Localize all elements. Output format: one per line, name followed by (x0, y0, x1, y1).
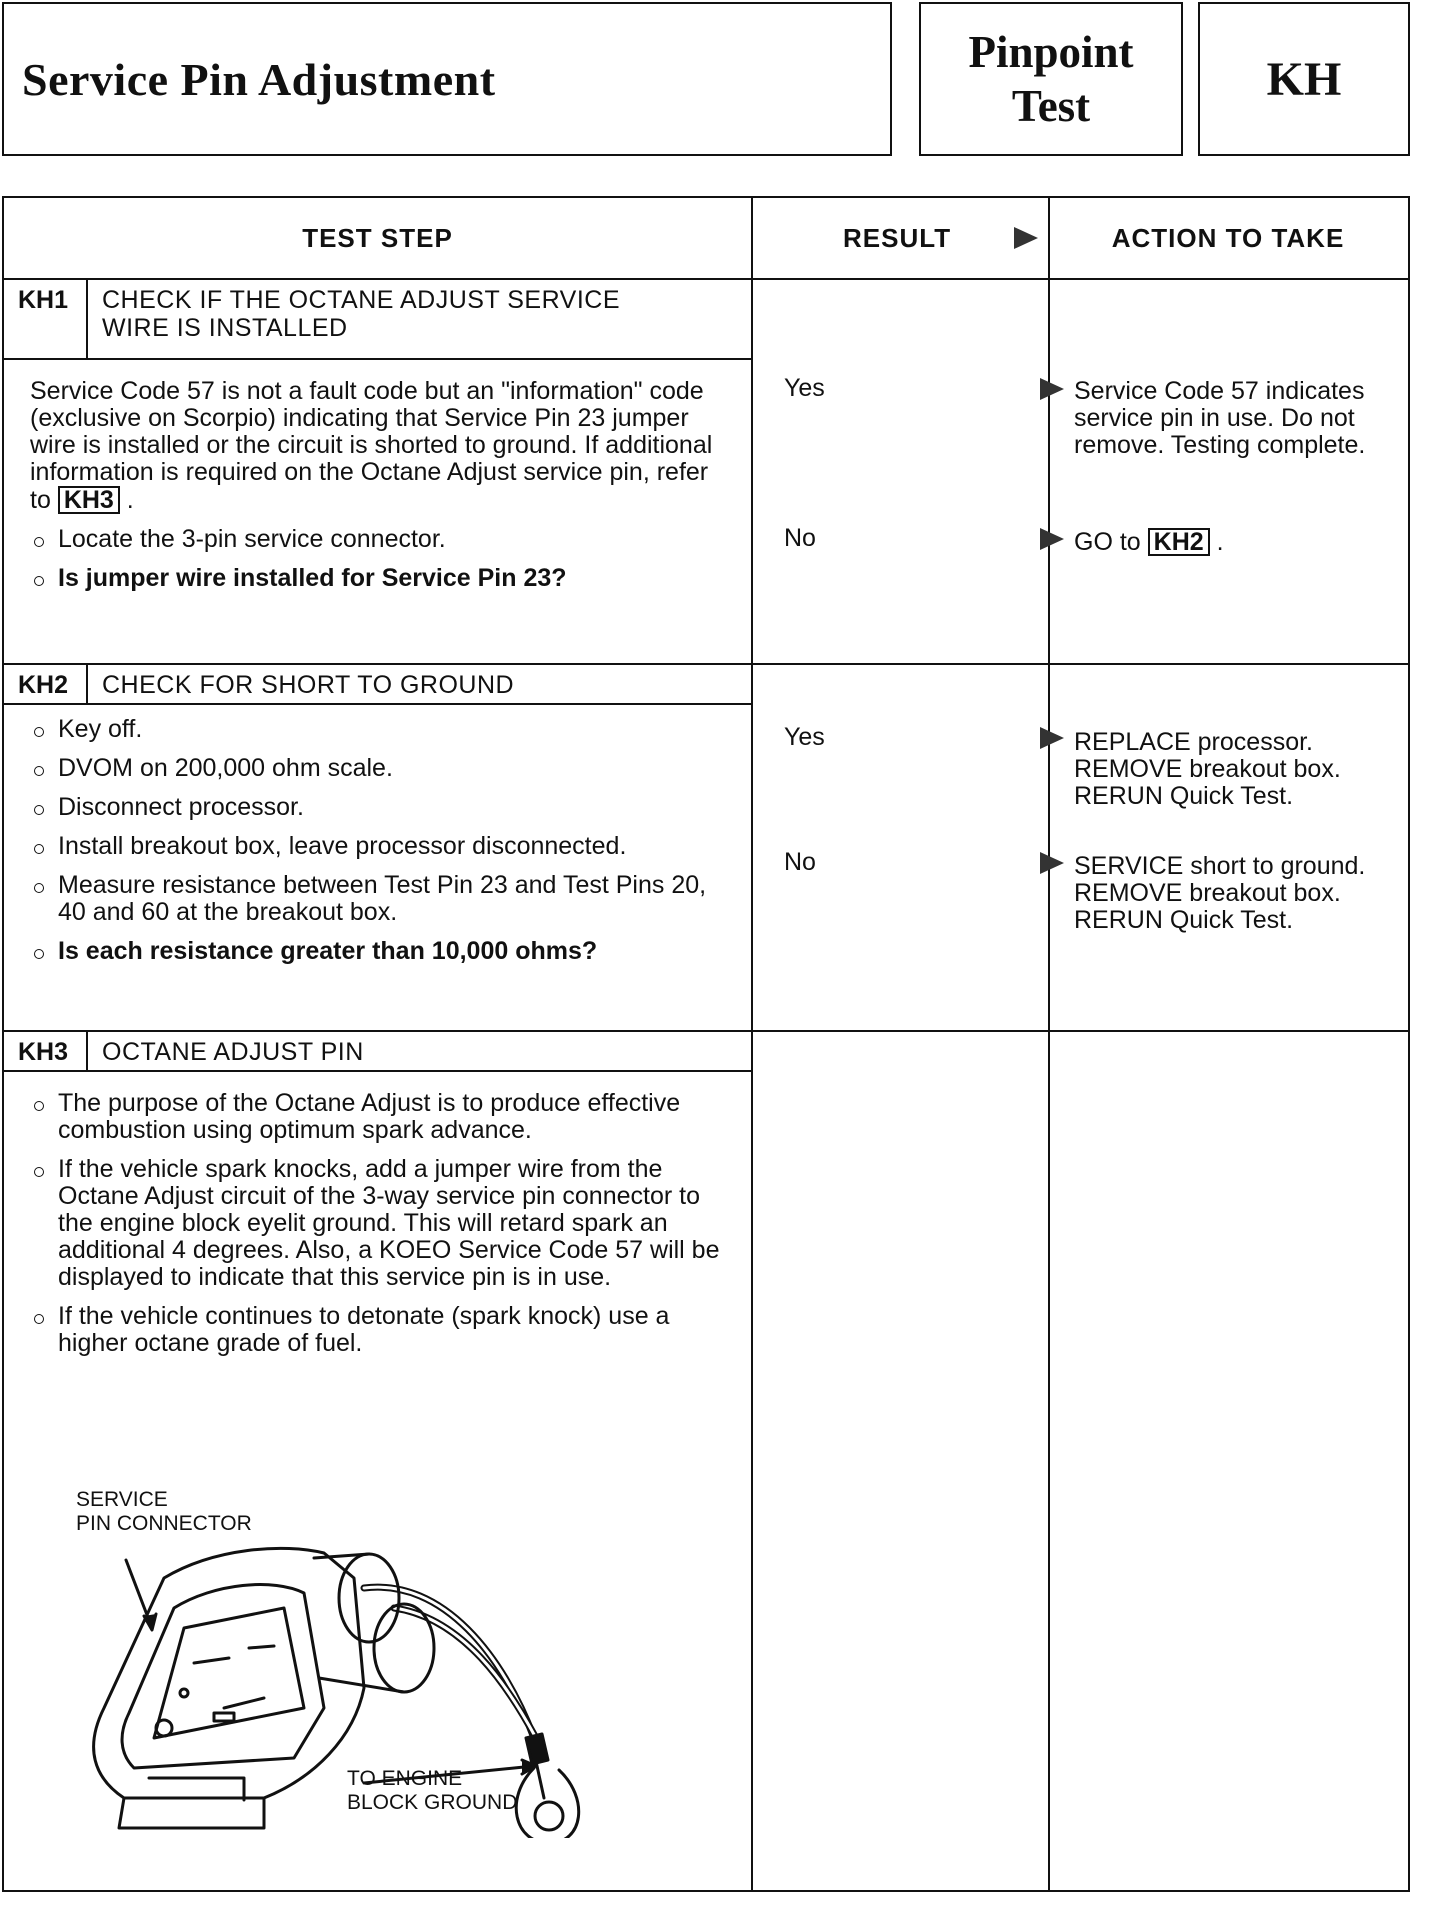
step-bullet: Key off. (30, 716, 730, 743)
test-code: KH (1266, 52, 1342, 106)
step-header-kh3 (4, 1032, 751, 1072)
action-yes: Service Code 57 indicates service pin in use. Do not remove. Testing complete. (1074, 377, 1366, 459)
action-text: GO to (1074, 528, 1141, 556)
action-yes: REPLACE processor. REMOVE breakout box. RERUN Quick Test. (1074, 728, 1341, 810)
step-id: KH2 (4, 665, 88, 703)
step-bullet: Locate the 3-pin service connector. (30, 526, 730, 553)
result-yes (784, 723, 1064, 752)
arrow-icon (1040, 378, 1064, 400)
step-title: CHECK FOR SHORT TO GROUND (102, 671, 515, 699)
arrow-icon (1040, 727, 1064, 749)
step-bullet: The purpose of the Octane Adjust is to produce effective combustion using optimum spark advance. (30, 1090, 730, 1144)
result-yes (784, 374, 1064, 403)
arrow-icon (1014, 227, 1038, 249)
step-body-kh1 (30, 378, 730, 592)
step-reference: KH3 (58, 486, 120, 514)
step-id: KH1 (4, 280, 88, 358)
action-no: SERVICE short to ground. REMOVE breakout box. RERUN Quick Test. (1074, 852, 1366, 934)
result-no (784, 848, 1064, 877)
category-line-2: Test (1011, 81, 1091, 131)
header-result (751, 198, 1048, 278)
test-table (2, 196, 1410, 1892)
result-no (784, 524, 1064, 553)
action-no: GO to KH2 . (1074, 528, 1224, 556)
step-bullet: DVOM on 200,000 ohm scale. (30, 755, 730, 782)
step-id: KH3 (4, 1032, 88, 1070)
result-label: Yes (784, 723, 825, 751)
header-result-label: RESULT (843, 222, 952, 253)
step-body-kh3 (30, 1090, 730, 1357)
step-header-kh2 (4, 665, 751, 705)
step-description: Service Code 57 is not a fault code but an "information" code (exclusive on Scorpio) indicating that Service Pin 23 jumper wire is installed or the circuit is shorted to ground. If additional information is required on the Octane Adjust service pin, refer to KH3 . (30, 377, 713, 514)
ground-label-line: TO ENGINE (347, 1767, 463, 1790)
connector-label (76, 1488, 252, 1536)
page-title: Service Pin Adjustment (22, 53, 496, 105)
step-body-kh2 (30, 716, 730, 965)
step-title-line: WIRE IS INSTALLED (102, 314, 348, 342)
test-code-box (1198, 2, 1410, 156)
result-label: No (784, 848, 816, 876)
result-label: No (784, 524, 816, 552)
step-bullet: Measure resistance between Test Pin 23 and Test Pins 20, 40 and 60 at the breakout box. (30, 872, 730, 926)
step-bullet: Disconnect processor. (30, 794, 730, 821)
step-question: Is jumper wire installed for Service Pin 23? (30, 565, 730, 592)
connector-label-line: SERVICE (76, 1488, 168, 1511)
category-box (919, 2, 1183, 156)
step-question: Is each resistance greater than 10,000 ohms? (30, 938, 730, 965)
step-title: OCTANE ADJUST PIN (102, 1038, 364, 1066)
step-description-text: Service Code 57 is not a fault code but an "information" code (exclusive on Scorpio) indicating that Service Pin 23 jumper wire is installed or the circuit is shorted to ground. If additional information is required on the Octane Adjust service pin, refer to (30, 377, 713, 514)
column-divider (1048, 198, 1050, 1890)
step-bullet: If the vehicle continues to detonate (spark knock) use a higher octane grade of fuel. (30, 1303, 730, 1357)
title-box (2, 2, 892, 156)
header-action: ACTION TO TAKE (1111, 222, 1345, 253)
step-bullet: Install breakout box, leave processor disconnected. (30, 833, 730, 860)
ground-label-line: BLOCK GROUND (347, 1791, 518, 1814)
step-title (88, 280, 630, 358)
column-divider (751, 198, 753, 1890)
step-header-kh1 (4, 280, 751, 360)
step-reference: KH2 (1148, 528, 1210, 556)
result-label: Yes (784, 374, 825, 402)
category-line-1: Pinpoint (968, 27, 1134, 77)
arrow-icon (1040, 852, 1064, 874)
step-title-line: CHECK IF THE OCTANE ADJUST SERVICE (102, 286, 621, 314)
service-pin-connector-diagram (64, 1538, 684, 1838)
arrow-icon (1040, 528, 1064, 550)
connector-label-line: PIN CONNECTOR (76, 1512, 252, 1535)
header-test-step: TEST STEP (302, 222, 453, 253)
step-bullet: If the vehicle spark knocks, add a jumper wire from the Octane Adjust circuit of the 3-way service pin connector to the engine block eyelit ground. This will retard spark an additional 4 degrees. Also, a KOEO Service Code 57 will be displayed to indicate that this service pin is in use. (30, 1156, 730, 1291)
